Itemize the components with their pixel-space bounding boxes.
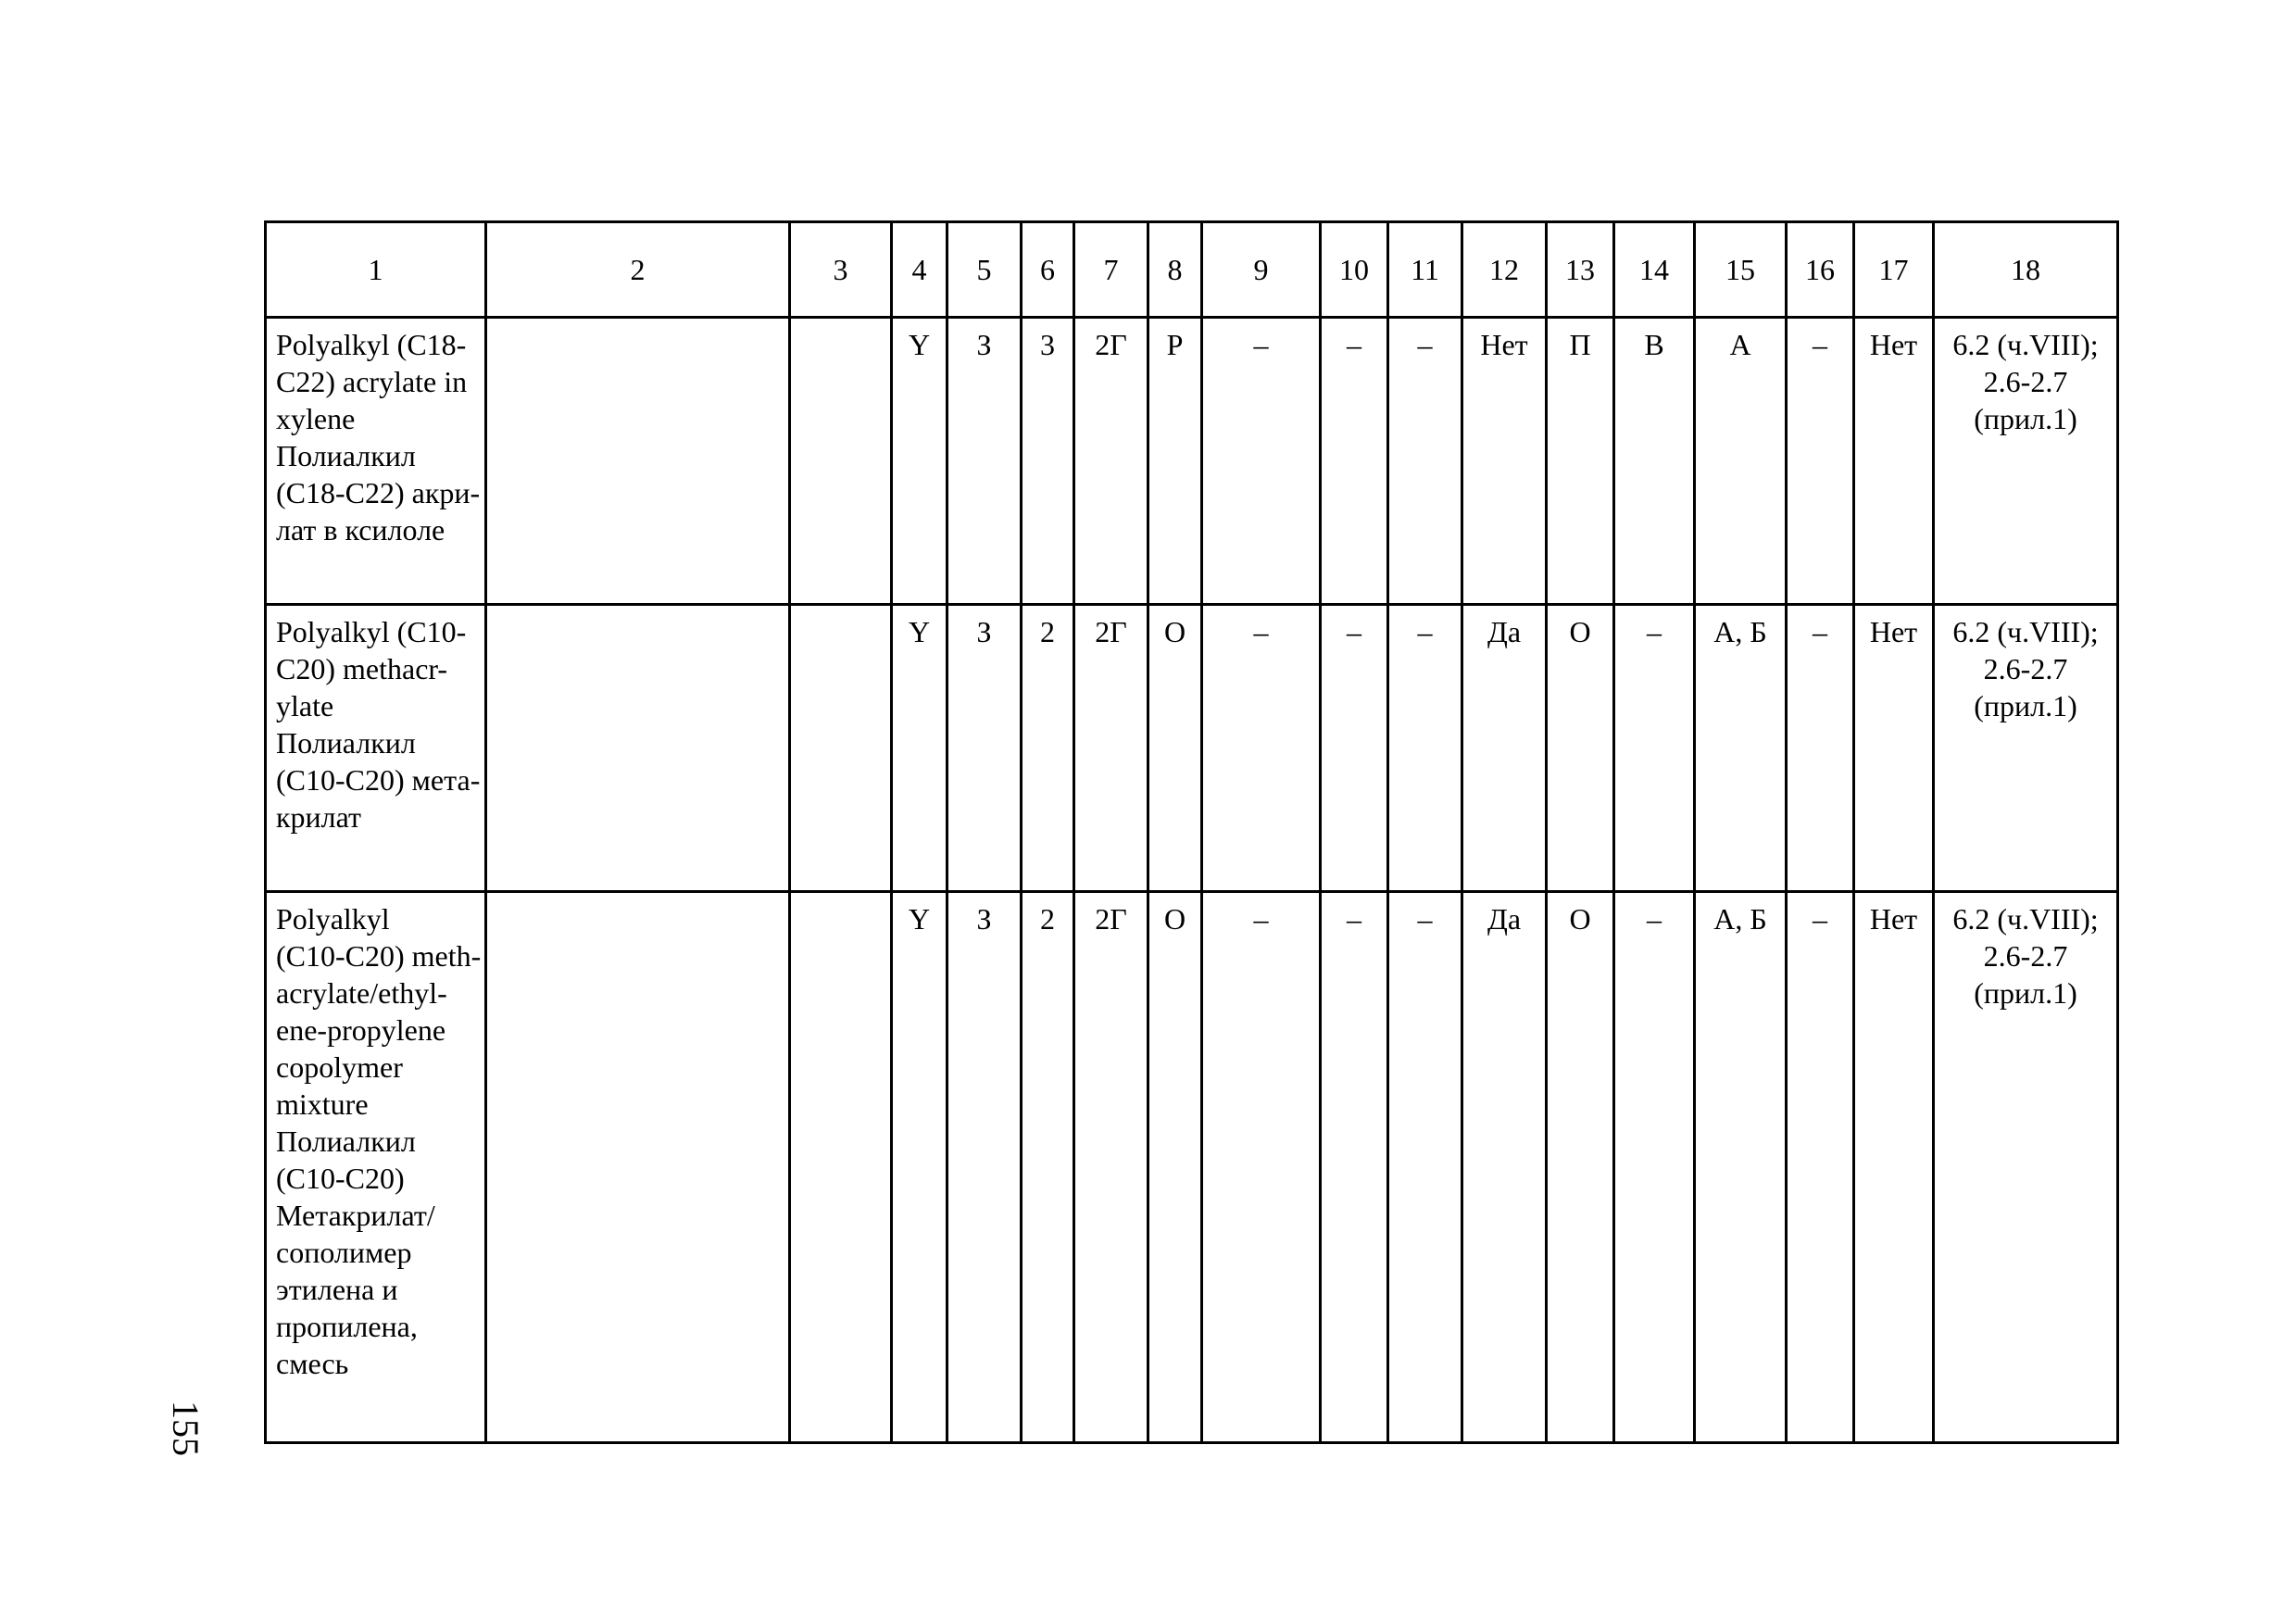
substance-name-line: xylene bbox=[276, 402, 356, 435]
reference-cell bbox=[1934, 892, 2118, 1443]
table-cell: А, Б bbox=[1695, 892, 1787, 1443]
column-header: 14 bbox=[1614, 222, 1695, 318]
table-cell: 2Г bbox=[1074, 605, 1148, 892]
table-cell: Р bbox=[1148, 318, 1202, 605]
column-header: 1 bbox=[266, 222, 486, 318]
table-cell: О bbox=[1148, 605, 1202, 892]
table-cell bbox=[790, 892, 892, 1443]
table-cell: П bbox=[1547, 318, 1614, 605]
table-cell: З bbox=[947, 892, 1022, 1443]
column-header: 3 bbox=[790, 222, 892, 318]
substance-name-line: лат в ксилоле bbox=[276, 513, 445, 547]
column-header: 2 bbox=[486, 222, 790, 318]
reference-cell bbox=[1934, 605, 2118, 892]
substance-name-line: этилена и bbox=[276, 1273, 398, 1306]
reference-line: (прил.1) bbox=[1974, 976, 2077, 1010]
column-header: 7 bbox=[1074, 222, 1148, 318]
substance-name-cell bbox=[266, 605, 486, 892]
column-header: 12 bbox=[1462, 222, 1547, 318]
substance-name-line: смесь bbox=[276, 1347, 349, 1380]
table-cell: Y bbox=[892, 605, 947, 892]
column-header: 4 bbox=[892, 222, 947, 318]
table-header-row bbox=[266, 222, 2118, 318]
table-cell: Нет bbox=[1854, 892, 1934, 1443]
substance-name-line: (C18-C22) акри- bbox=[276, 476, 481, 509]
column-header: 13 bbox=[1547, 222, 1614, 318]
substance-name-line: Polyalkyl (C18- bbox=[276, 328, 467, 361]
table-cell: Нет bbox=[1854, 318, 1934, 605]
table-cell bbox=[486, 318, 790, 605]
table-cell: 3 bbox=[1022, 318, 1074, 605]
substance-name-line: C20) methacr- bbox=[276, 652, 448, 685]
table-cell: Нет bbox=[1462, 318, 1547, 605]
table-cell: – bbox=[1614, 605, 1695, 892]
table-cell: А bbox=[1695, 318, 1787, 605]
reference-line: 2.6-2.7 bbox=[1983, 365, 2068, 398]
reference-line: 2.6-2.7 bbox=[1983, 652, 2068, 685]
table-cell: Да bbox=[1462, 892, 1547, 1443]
table-cell: – bbox=[1321, 318, 1388, 605]
table-cell: – bbox=[1787, 318, 1854, 605]
substance-name-line: Polyalkyl bbox=[276, 902, 390, 936]
substance-name-line: ene-propylene bbox=[276, 1013, 446, 1047]
reference-line: 2.6-2.7 bbox=[1983, 939, 2068, 973]
table-cell: – bbox=[1321, 605, 1388, 892]
table-cell: Y bbox=[892, 892, 947, 1443]
substance-name-line: Полиалкил bbox=[276, 726, 416, 760]
substance-name-cell bbox=[266, 892, 486, 1443]
column-header: 6 bbox=[1022, 222, 1074, 318]
table-cell: Нет bbox=[1854, 605, 1934, 892]
table-cell: А, Б bbox=[1695, 605, 1787, 892]
column-header: 15 bbox=[1695, 222, 1787, 318]
table-cell: Y bbox=[892, 318, 947, 605]
column-header: 18 bbox=[1934, 222, 2118, 318]
cargo-properties-table bbox=[264, 220, 2119, 1444]
substance-name-line: copolymer bbox=[276, 1050, 403, 1084]
reference-cell bbox=[1934, 318, 2118, 605]
table-cell: З bbox=[947, 605, 1022, 892]
table-cell: – bbox=[1787, 605, 1854, 892]
substance-name-line: Полиалкил bbox=[276, 439, 416, 472]
substance-name-line: ylate bbox=[276, 689, 334, 723]
reference-line: 6.2 (ч.VIII); bbox=[1952, 902, 2099, 936]
reference-line: 6.2 (ч.VIII); bbox=[1952, 328, 2099, 361]
table-cell: – bbox=[1787, 892, 1854, 1443]
column-header: 5 bbox=[947, 222, 1022, 318]
table-cell: – bbox=[1388, 318, 1462, 605]
table-cell bbox=[790, 318, 892, 605]
table-cell bbox=[486, 605, 790, 892]
table-cell: 2Г bbox=[1074, 318, 1148, 605]
column-header: 11 bbox=[1388, 222, 1462, 318]
reference-line: (прил.1) bbox=[1974, 689, 2077, 723]
column-header: 9 bbox=[1202, 222, 1321, 318]
substance-name-line: сополимер bbox=[276, 1236, 412, 1269]
page-number: 155 bbox=[165, 1401, 207, 1456]
substance-name-line: mixture bbox=[276, 1087, 369, 1121]
substance-name-line: крилат bbox=[276, 800, 361, 834]
column-header: 16 bbox=[1787, 222, 1854, 318]
table-cell: Да bbox=[1462, 605, 1547, 892]
substance-name-cell bbox=[266, 318, 486, 605]
table-cell: – bbox=[1202, 318, 1321, 605]
table-cell: – bbox=[1388, 892, 1462, 1443]
table-cell: 2 bbox=[1022, 892, 1074, 1443]
table-cell: – bbox=[1321, 892, 1388, 1443]
table-cell: 2Г bbox=[1074, 892, 1148, 1443]
table-row bbox=[266, 605, 2118, 892]
table-cell: О bbox=[1148, 892, 1202, 1443]
substance-name-line: Полиалкил bbox=[276, 1125, 416, 1158]
table-cell: В bbox=[1614, 318, 1695, 605]
table-cell: – bbox=[1388, 605, 1462, 892]
reference-line: 6.2 (ч.VIII); bbox=[1952, 615, 2099, 648]
table-cell: – bbox=[1202, 892, 1321, 1443]
table-cell: – bbox=[1202, 605, 1321, 892]
table-cell bbox=[790, 605, 892, 892]
substance-name-line: (C10-C20) мета- bbox=[276, 763, 481, 797]
column-header: 8 bbox=[1148, 222, 1202, 318]
substance-name-line: (C10-C20) meth- bbox=[276, 939, 482, 973]
table-row bbox=[266, 892, 2118, 1443]
reference-line: (прил.1) bbox=[1974, 402, 2077, 435]
table-cell bbox=[486, 892, 790, 1443]
table-cell: 2 bbox=[1022, 605, 1074, 892]
column-header: 10 bbox=[1321, 222, 1388, 318]
table-cell: – bbox=[1614, 892, 1695, 1443]
substance-name-line: (C10-C20) bbox=[276, 1162, 405, 1195]
table-cell: О bbox=[1547, 605, 1614, 892]
substance-name-line: C22) acrylate in bbox=[276, 365, 468, 398]
table-cell: З bbox=[947, 318, 1022, 605]
table-cell: О bbox=[1547, 892, 1614, 1443]
substance-name-line: acrylate/ethyl- bbox=[276, 976, 447, 1010]
substance-name-line: Метакрилат/ bbox=[276, 1199, 435, 1232]
column-header: 17 bbox=[1854, 222, 1934, 318]
substance-name-line: Polyalkyl (C10- bbox=[276, 615, 467, 648]
table-row bbox=[266, 318, 2118, 605]
substance-name-line: пропилена, bbox=[276, 1310, 418, 1343]
